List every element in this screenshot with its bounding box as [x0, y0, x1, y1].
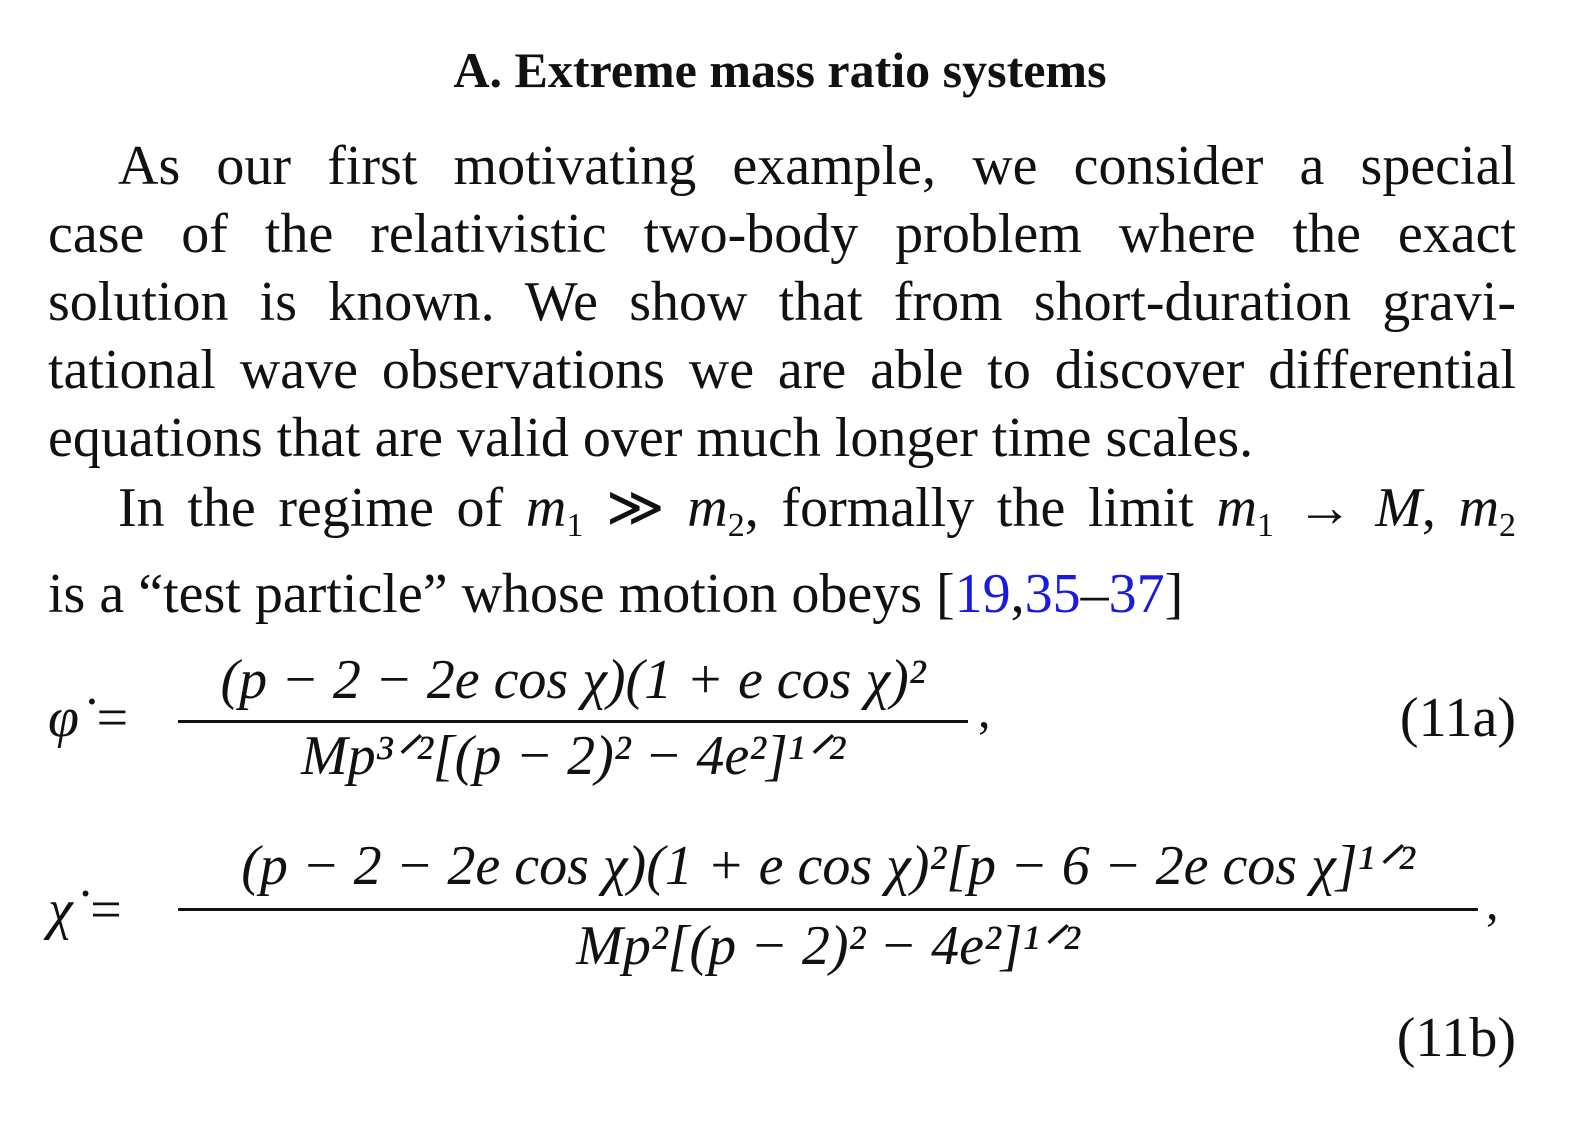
section-heading: A. Extreme mass ratio systems	[453, 42, 1107, 98]
equation-number: (11b)	[1396, 1007, 1516, 1069]
equation-11b	[48, 832, 1516, 1072]
equation-comma: ,	[1486, 874, 1499, 930]
equation-lhs: φ̇ =	[48, 687, 131, 749]
equation-lhs: χ̇ =	[48, 879, 125, 941]
fraction-bar	[178, 908, 1478, 911]
equation-11a	[48, 650, 1516, 790]
paragraph-line: tational wave observations we are able to discover differential	[48, 339, 1516, 401]
equation-comma: ,	[978, 682, 991, 738]
citation-link[interactable]: 37	[1108, 563, 1165, 625]
equation-number: (11a)	[1399, 687, 1516, 749]
equation-numerator: (p − 2 − 2e cos χ)(1 + e cos χ)²	[220, 649, 926, 711]
equation-numerator: (p − 2 − 2e cos χ)(1 + e cos χ)²[p − 6 − 2e cos χ]¹ᐟ²	[241, 835, 1415, 897]
equation-denominator: Mp²[(p − 2)² − 4e²]¹ᐟ²	[576, 915, 1080, 977]
paragraph-1	[48, 132, 1516, 472]
paragraph-2	[48, 474, 1516, 628]
paragraph-line: As our first motivating example, we consider a special	[118, 135, 1516, 197]
paragraph-line: is a “test particle” whose motion obeys [19,35–37]	[48, 563, 1184, 625]
paragraph-line: case of the relativistic two-body problem where the exact	[48, 203, 1516, 265]
fraction-bar	[178, 720, 968, 723]
citation-link[interactable]: 35	[1024, 563, 1081, 625]
paragraph-line: solution is known. We show that from short-duration gravi-	[48, 271, 1516, 333]
paragraph-line: In the regime of $m_1$ ≫ $m_2$, formally the limit $m_1 \to M$, $m_2$	[118, 477, 1517, 544]
equation-denominator: Mp³ᐟ²[(p − 2)² − 4e²]¹ᐟ²	[300, 725, 846, 787]
citation-link[interactable]: 19	[954, 563, 1011, 625]
paragraph-line: equations that are valid over much longer time scales.	[48, 407, 1254, 469]
